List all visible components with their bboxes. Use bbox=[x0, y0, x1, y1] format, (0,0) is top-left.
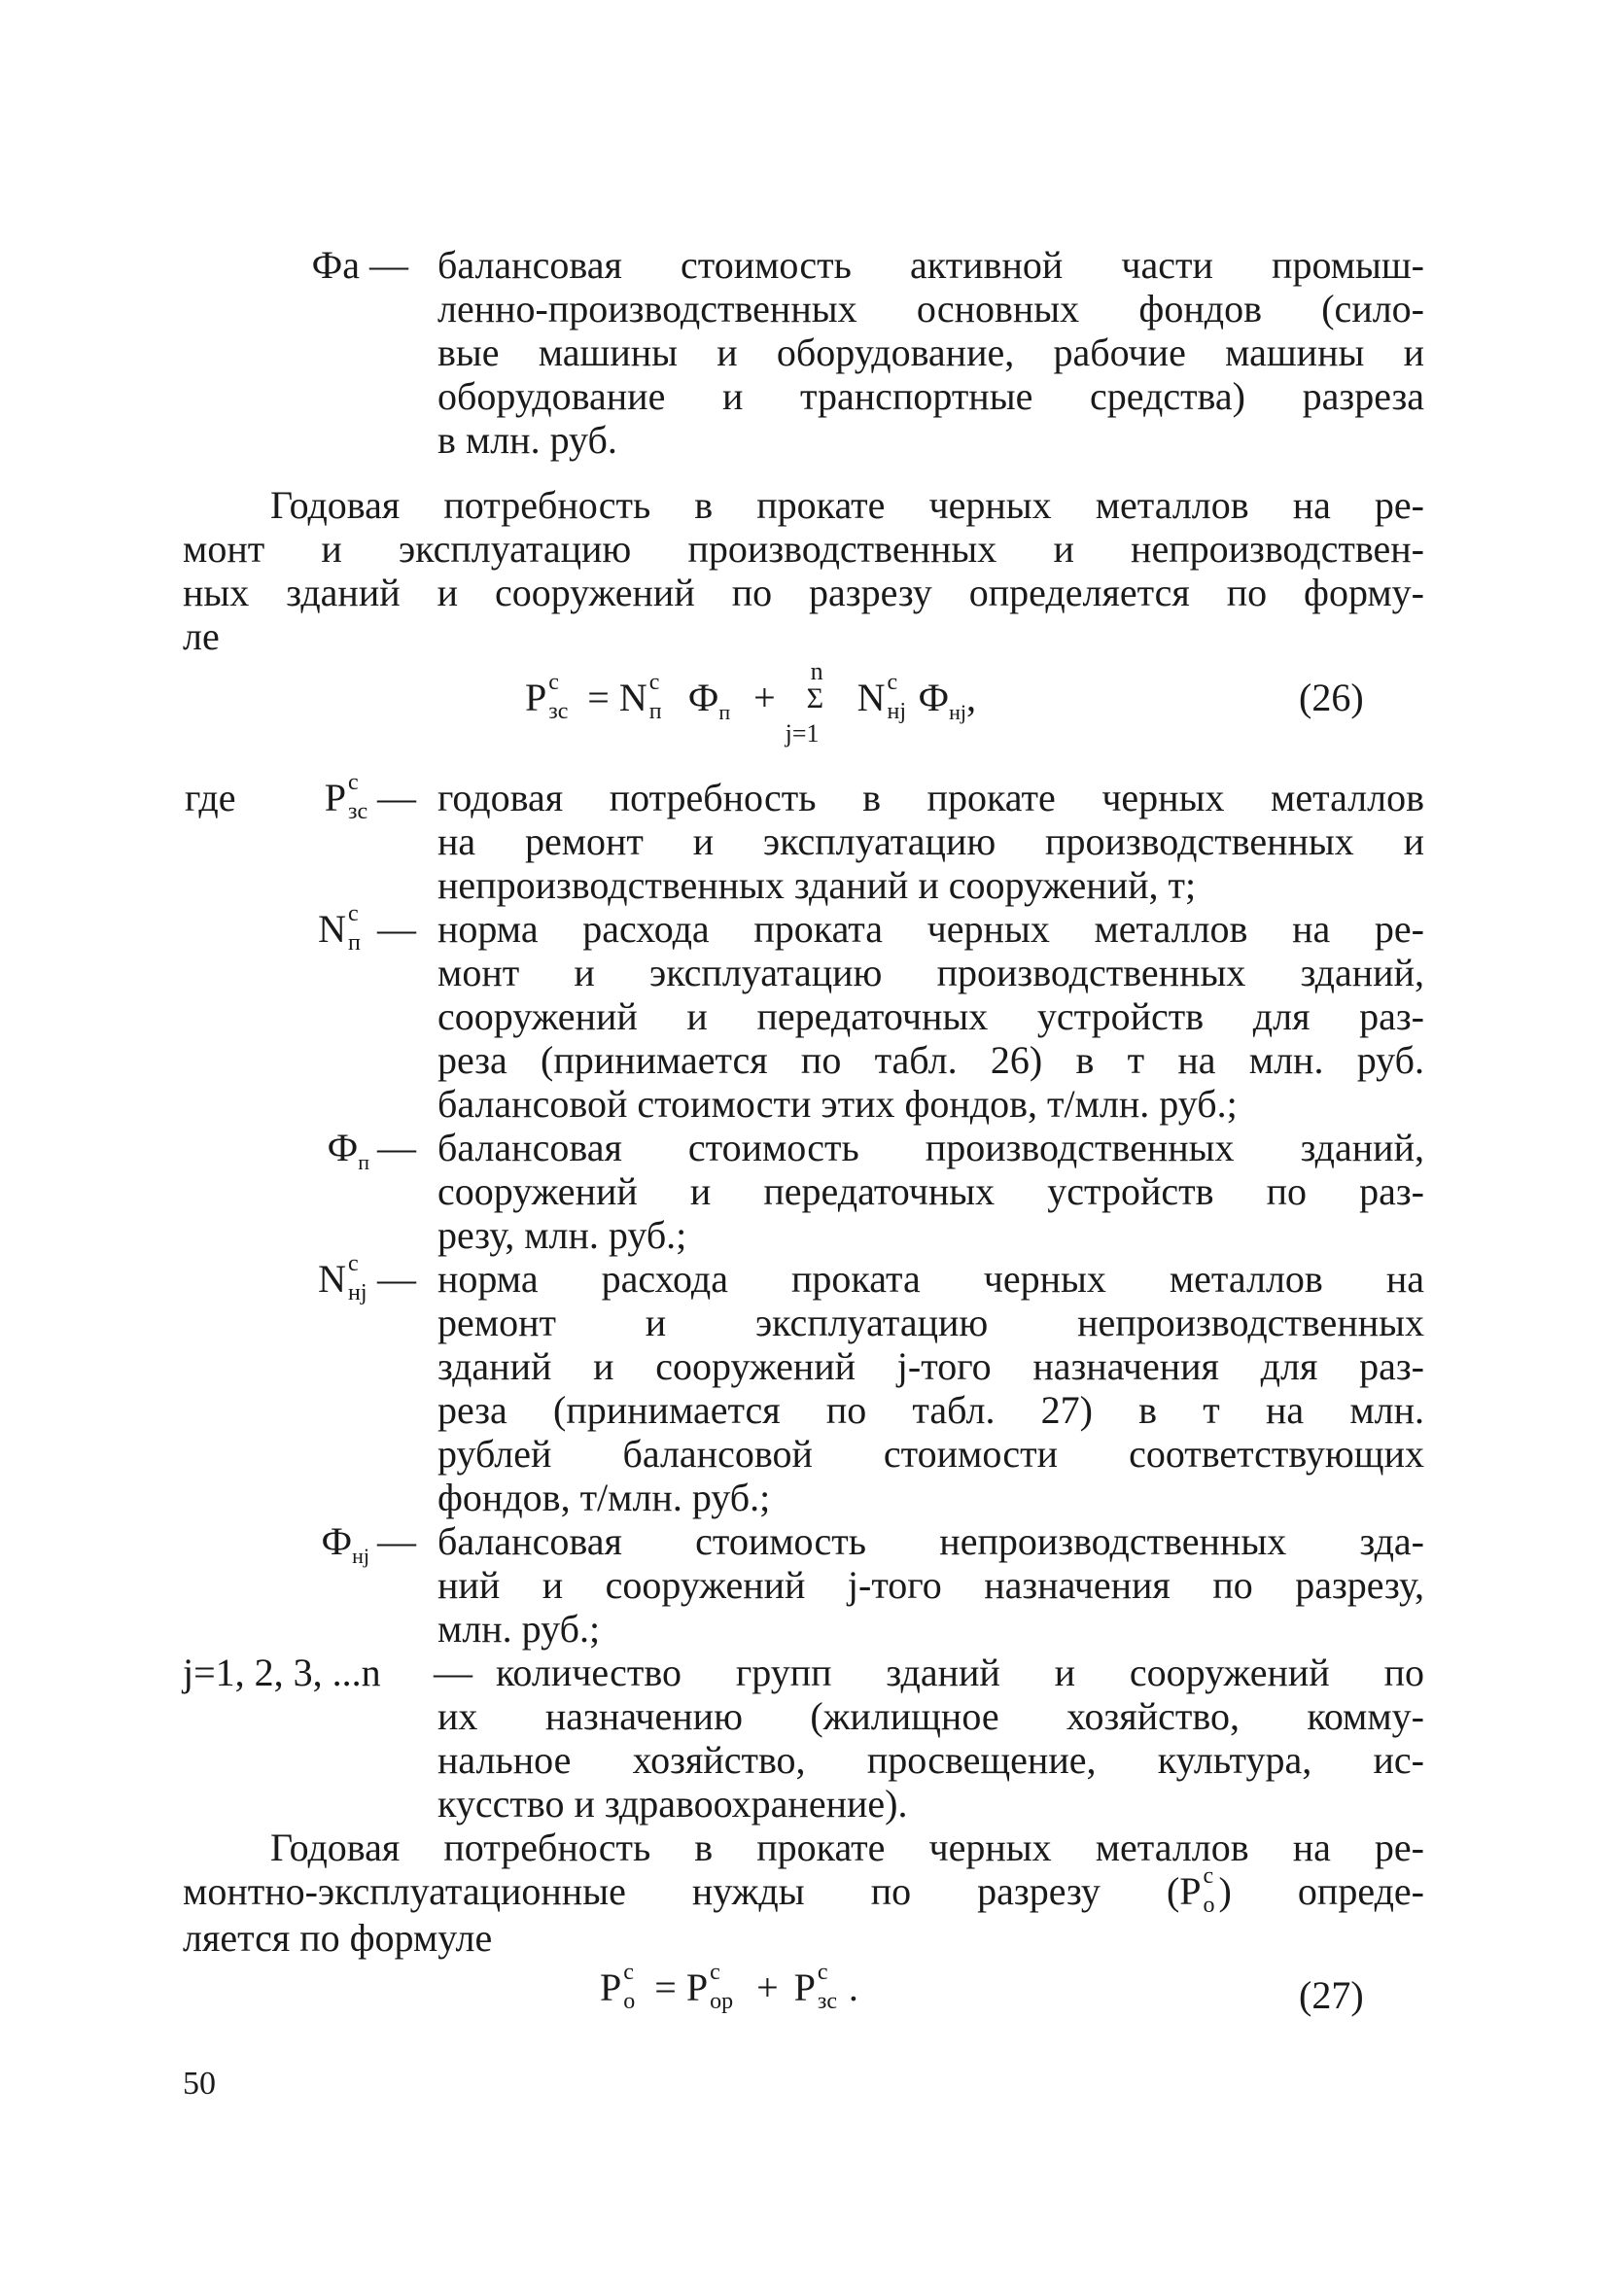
definition-n-nj bbox=[0, 1250, 1608, 1524]
text-line: оборудование и транспортные средства) разреза bbox=[437, 374, 1424, 418]
text-line: ний и сооружений j-того назначения по разрезу, bbox=[437, 1563, 1424, 1607]
definition-text bbox=[437, 1257, 1424, 1519]
paragraph-1 bbox=[183, 483, 1424, 658]
equals-sign: = bbox=[654, 1966, 677, 2009]
sum-lower-limit: j=1 bbox=[785, 718, 820, 748]
definition-j-groups bbox=[0, 1651, 1608, 1835]
text-line: балансовая стоимость непроизводственных зда- bbox=[437, 1519, 1424, 1563]
text-line: количество групп зданий и сооружений по bbox=[496, 1651, 1424, 1694]
formula-symbol: P bbox=[793, 1966, 816, 2009]
text-fragment: монтно-эксплуатационные нужды по разрезу (P bbox=[183, 1869, 1202, 1913]
definition-symbol bbox=[262, 769, 369, 824]
text-fragment: ) опреде- bbox=[1218, 1869, 1424, 1913]
definition-text bbox=[437, 1519, 1424, 1651]
subscript: п bbox=[718, 700, 731, 724]
plus-sign: + bbox=[753, 676, 776, 719]
definition-dash: — bbox=[377, 1519, 416, 1563]
subscript: п bbox=[648, 698, 662, 724]
subscript: нj bbox=[887, 698, 907, 724]
equation-number-26: (26) bbox=[1299, 676, 1364, 719]
plus-sign: + bbox=[756, 1966, 779, 2009]
subscript: зс bbox=[817, 1988, 838, 2014]
equals-sign: = bbox=[587, 676, 610, 719]
symbol-letter: Ф bbox=[327, 1126, 359, 1169]
definition-text bbox=[437, 776, 1424, 907]
text-line: в млн. руб. bbox=[437, 418, 617, 462]
equation-number-27: (27) bbox=[1299, 1973, 1364, 2017]
where-label: где bbox=[185, 776, 236, 819]
text-line: ремонт и эксплуатацию непроизводственных bbox=[437, 1301, 1424, 1344]
text-line: их назначению (жилищное хозяйство, комму- bbox=[437, 1694, 1424, 1738]
definition-text-continued bbox=[437, 1694, 1424, 1826]
subscript: зс bbox=[348, 798, 368, 824]
text-line: норма расхода проката черных металлов на bbox=[437, 1257, 1424, 1301]
formula-symbol: N bbox=[618, 676, 647, 719]
subscript: нj bbox=[348, 1279, 367, 1305]
text-line: реза (принимается по табл. 27) в т на млн. bbox=[437, 1388, 1424, 1432]
definition-n-p bbox=[0, 900, 1608, 1131]
superscript: c bbox=[1203, 1862, 1214, 1889]
superscript: c bbox=[348, 900, 359, 926]
subscript: нj bbox=[352, 1544, 369, 1568]
text-line: на ремонт и эксплуатацию производственных и bbox=[437, 819, 1424, 863]
text-line: нальное хозяйство, просвещение, культура, ис- bbox=[437, 1738, 1424, 1782]
subscript: нj bbox=[949, 700, 967, 724]
subscript: зс bbox=[548, 698, 569, 724]
formula-symbol: P bbox=[600, 1966, 622, 2009]
definition-text bbox=[437, 907, 1424, 1126]
symbol-letter: N bbox=[318, 1257, 346, 1301]
superscript: c bbox=[548, 669, 559, 695]
formula-27 bbox=[600, 1959, 858, 2014]
definition-dash: — bbox=[377, 1257, 416, 1301]
symbol-letter: Ф bbox=[321, 1519, 353, 1563]
text-line: монт и эксплуатацию производственных и непроизводствен- bbox=[183, 527, 1424, 571]
text-line: монт и эксплуатацию производственных зданий, bbox=[437, 951, 1424, 994]
definition-f-p bbox=[0, 1126, 1608, 1262]
text-line: резу, млн. руб.; bbox=[437, 1213, 687, 1257]
text-line: годовая потребность в прокате черных металлов bbox=[437, 776, 1424, 819]
superscript: c bbox=[887, 669, 898, 695]
text-line: кусство и здравоохранение). bbox=[437, 1782, 908, 1826]
subscript: п bbox=[358, 1150, 369, 1174]
subscript: o bbox=[623, 1988, 636, 2014]
superscript: c bbox=[348, 1250, 359, 1276]
definition-symbol bbox=[253, 1250, 369, 1305]
definition-dash: — bbox=[377, 776, 416, 819]
definition-symbol: j=1, 2, 3, ...n bbox=[183, 1651, 381, 1694]
superscript: c bbox=[817, 1959, 828, 1985]
definition-dash: — bbox=[377, 1126, 416, 1169]
subscript: п bbox=[348, 929, 361, 956]
definition-f-nj bbox=[0, 1519, 1608, 1655]
summation bbox=[785, 656, 840, 748]
text-line bbox=[183, 1862, 1424, 1918]
formula-symbol: P bbox=[685, 1966, 709, 2009]
text-line: млн. руб.; bbox=[437, 1607, 601, 1651]
text-line: сооружений и передаточных устройств по раз- bbox=[437, 1169, 1424, 1213]
formula-symbol: Ф bbox=[918, 676, 950, 719]
paragraph-2 bbox=[183, 1826, 1424, 1960]
superscript: c bbox=[710, 1959, 720, 1985]
definition-text bbox=[437, 243, 1424, 462]
text-line: ных зданий и сооружений по разрезу определяется по форму- bbox=[183, 571, 1424, 614]
definition-dash: — bbox=[434, 1651, 472, 1694]
text-line: фондов, т/млн. руб.; bbox=[437, 1476, 771, 1519]
formula-punct: , bbox=[966, 676, 977, 719]
definition-symbol: Фа bbox=[311, 243, 360, 287]
formula-punct: . bbox=[848, 1966, 858, 2009]
text-line: вые машины и оборудование, рабочие машины и bbox=[437, 330, 1424, 374]
text-line: ленно-производственных основных фондов (сило- bbox=[437, 287, 1424, 330]
definition-symbol bbox=[262, 900, 369, 956]
formula-symbol: Ф bbox=[687, 676, 719, 719]
text-line: реза (принимается по табл. 26) в т на млн. руб. bbox=[437, 1038, 1424, 1082]
text-line: Годовая потребность в прокате черных металлов на ре- bbox=[270, 483, 1424, 527]
subscript: op bbox=[710, 1988, 734, 2014]
text-line: зданий и сооружений j-того назначения для раз- bbox=[437, 1344, 1424, 1388]
definition-text bbox=[496, 1651, 1424, 1694]
formula-26 bbox=[525, 656, 977, 748]
formula-symbol: N bbox=[856, 676, 886, 719]
formula-symbol: P bbox=[525, 676, 547, 719]
text-line: ляется по формуле bbox=[183, 1916, 493, 1960]
text-line: балансовая стоимость производственных зданий, bbox=[437, 1126, 1424, 1169]
sum-sign: Σ bbox=[806, 681, 824, 714]
text-line: непроизводственных зданий и сооружений, т; bbox=[437, 863, 1197, 907]
superscript: c bbox=[623, 1959, 634, 1985]
sum-upper-limit: n bbox=[810, 656, 823, 685]
definition-p-zs bbox=[0, 769, 1608, 912]
definition-text bbox=[437, 1126, 1424, 1257]
text-line: норма расхода проката черных металлов на ре- bbox=[437, 907, 1424, 951]
symbol-letter: P bbox=[324, 776, 346, 819]
definition-symbol bbox=[262, 1519, 369, 1578]
superscript: c bbox=[648, 669, 660, 695]
text-line: ле bbox=[183, 614, 220, 658]
page-number: 50 bbox=[183, 2066, 216, 2102]
superscript: c bbox=[348, 769, 359, 795]
symbol-letter: N bbox=[318, 907, 346, 951]
definition-dash: — bbox=[377, 907, 416, 951]
text-line: сооружений и передаточных устройств для раз- bbox=[437, 994, 1424, 1038]
definition-fa bbox=[0, 243, 1608, 467]
text-line: балансовая стоимость активной части промыш- bbox=[437, 243, 1424, 287]
text-line: рублей балансовой стоимости соответствующих bbox=[437, 1432, 1424, 1476]
text-line: балансовой стоимости этих фондов, т/млн. руб.; bbox=[437, 1082, 1238, 1126]
text-line: Годовая потребность в прокате черных металлов на ре- bbox=[270, 1826, 1424, 1869]
definition-dash: — bbox=[369, 243, 408, 287]
definition-symbol bbox=[262, 1126, 369, 1184]
subscript: o bbox=[1203, 1892, 1215, 1918]
